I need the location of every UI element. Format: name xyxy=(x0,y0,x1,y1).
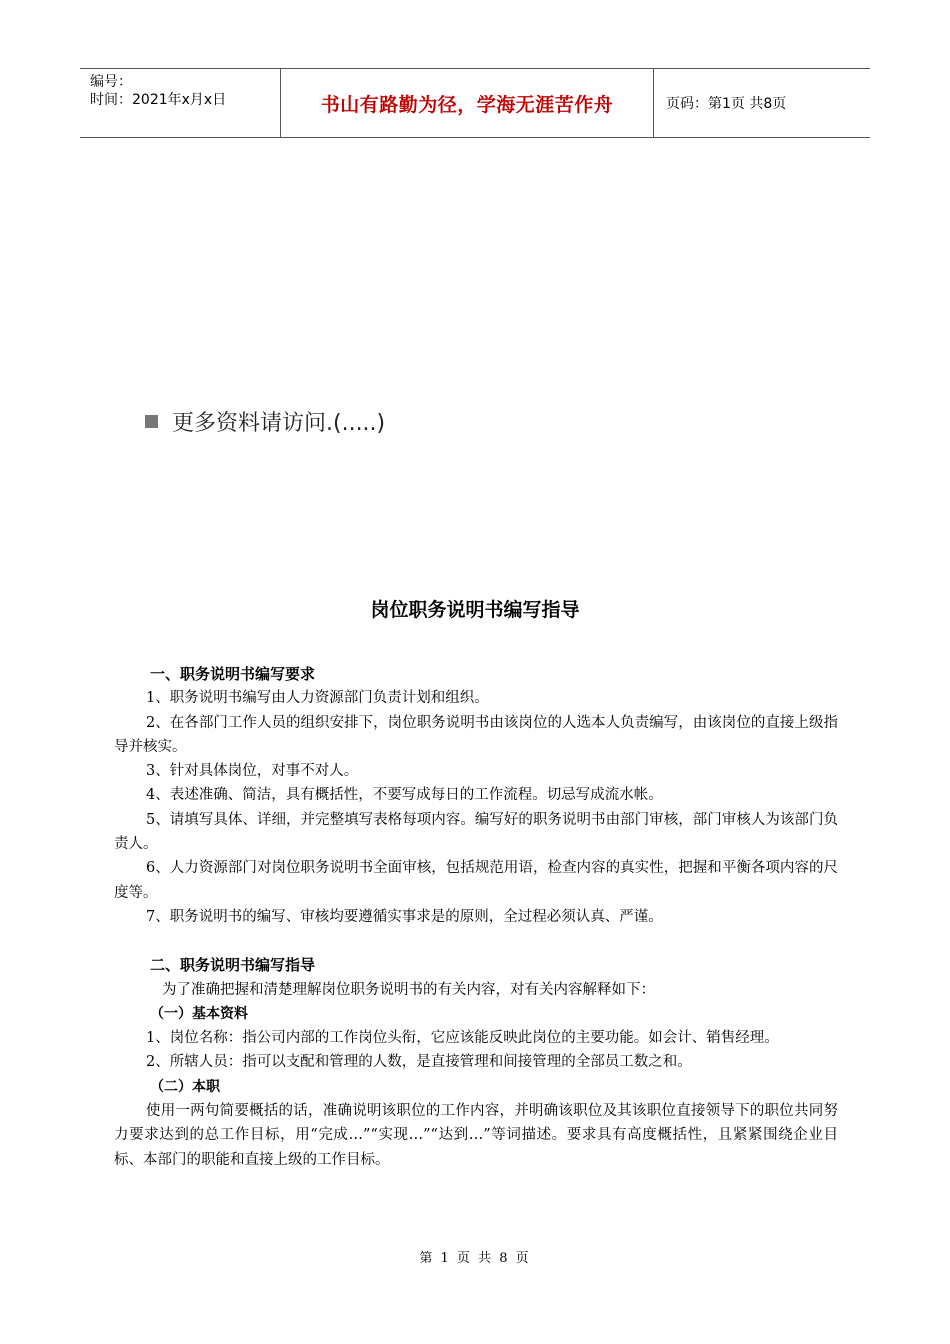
document-number-label: 编号： xyxy=(90,74,132,90)
subsection-basic-info-heading: （一）基本资料 xyxy=(150,1005,248,1022)
section1-item-3: 3、针对具体岗位，对事不对人。 xyxy=(146,763,359,780)
section2-intro: 为了准确把握和清楚理解岗位职务说明书的有关内容，对有关内容解释如下： xyxy=(162,981,655,998)
section1-item-2: 2、在各部门工作人员的组织安排下，岗位职务说明书由该岗位的人选本人负责编写，由该岗位的直接上级指导并核实。 xyxy=(114,714,838,755)
page-footer: 第 1 页 共 8 页 xyxy=(419,1251,531,1266)
section1-item-7: 7、职务说明书的编写、审核均要遵循实事求是的原则，全过程必须认真、严谨。 xyxy=(146,908,663,925)
section1-item-1: 1、职务说明书编写由人力资源部门负责计划和组织。 xyxy=(146,690,489,707)
more-info-line xyxy=(145,406,385,437)
header-page-info: 页码：第1页 共8页 xyxy=(666,96,787,112)
document-title: 岗位职务说明书编写指导 xyxy=(370,599,580,621)
header-motto: 书山有路勤为径，学海无涯苦作舟 xyxy=(281,69,654,137)
header-meta xyxy=(80,69,281,137)
subsection-duty-heading: （二）本职 xyxy=(150,1078,220,1095)
section1-item-6: 6、人力资源部门对岗位职务说明书全面审核，包括规范用语，检查内容的真实性，把握和平衡各项内容的尺度等。 xyxy=(114,860,838,901)
document-body xyxy=(114,662,838,1172)
page-header xyxy=(80,68,870,138)
duty-description: 使用一两句简要概括的话，准确说明该职位的工作内容，并明确该职位及其该职位直接领导下的职位共同努力要求达到的总工作目标，用“完成…”“实现…”“达到…”等词描述。要求具有高度概括性，且紧紧围绕企业目标、本部门的职能和直接上级的工作目标。 xyxy=(114,1103,838,1168)
section1-heading: 一、职务说明书编写要求 xyxy=(150,665,316,683)
section1-item-4: 4、表述准确、简洁，具有概括性，不要写成每日的工作流程。切忌写成流水帐。 xyxy=(146,787,663,804)
more-info-text: 更多资料请访问.(.....) xyxy=(172,411,386,436)
basic-info-item-1: 1、岗位名称：指公司内部的工作岗位头衔，它应该能反映此岗位的主要功能。如会计、销售经理。 xyxy=(146,1030,779,1047)
basic-info-item-2: 2、所辖人员：指可以支配和管理的人数，是直接管理和间接管理的全部员工数之和。 xyxy=(146,1054,692,1071)
document-date: 时间：2021年x月x日 xyxy=(90,92,227,108)
section1-item-5: 5、请填写具体、详细，并完整填写表格每项内容。编写好的职务说明书由部门审核，部门审核人为该部门负责人。 xyxy=(114,811,838,853)
section2-heading: 二、职务说明书编写指导 xyxy=(150,956,316,975)
section-spacer xyxy=(114,929,838,953)
square-bullet-icon xyxy=(145,415,158,428)
